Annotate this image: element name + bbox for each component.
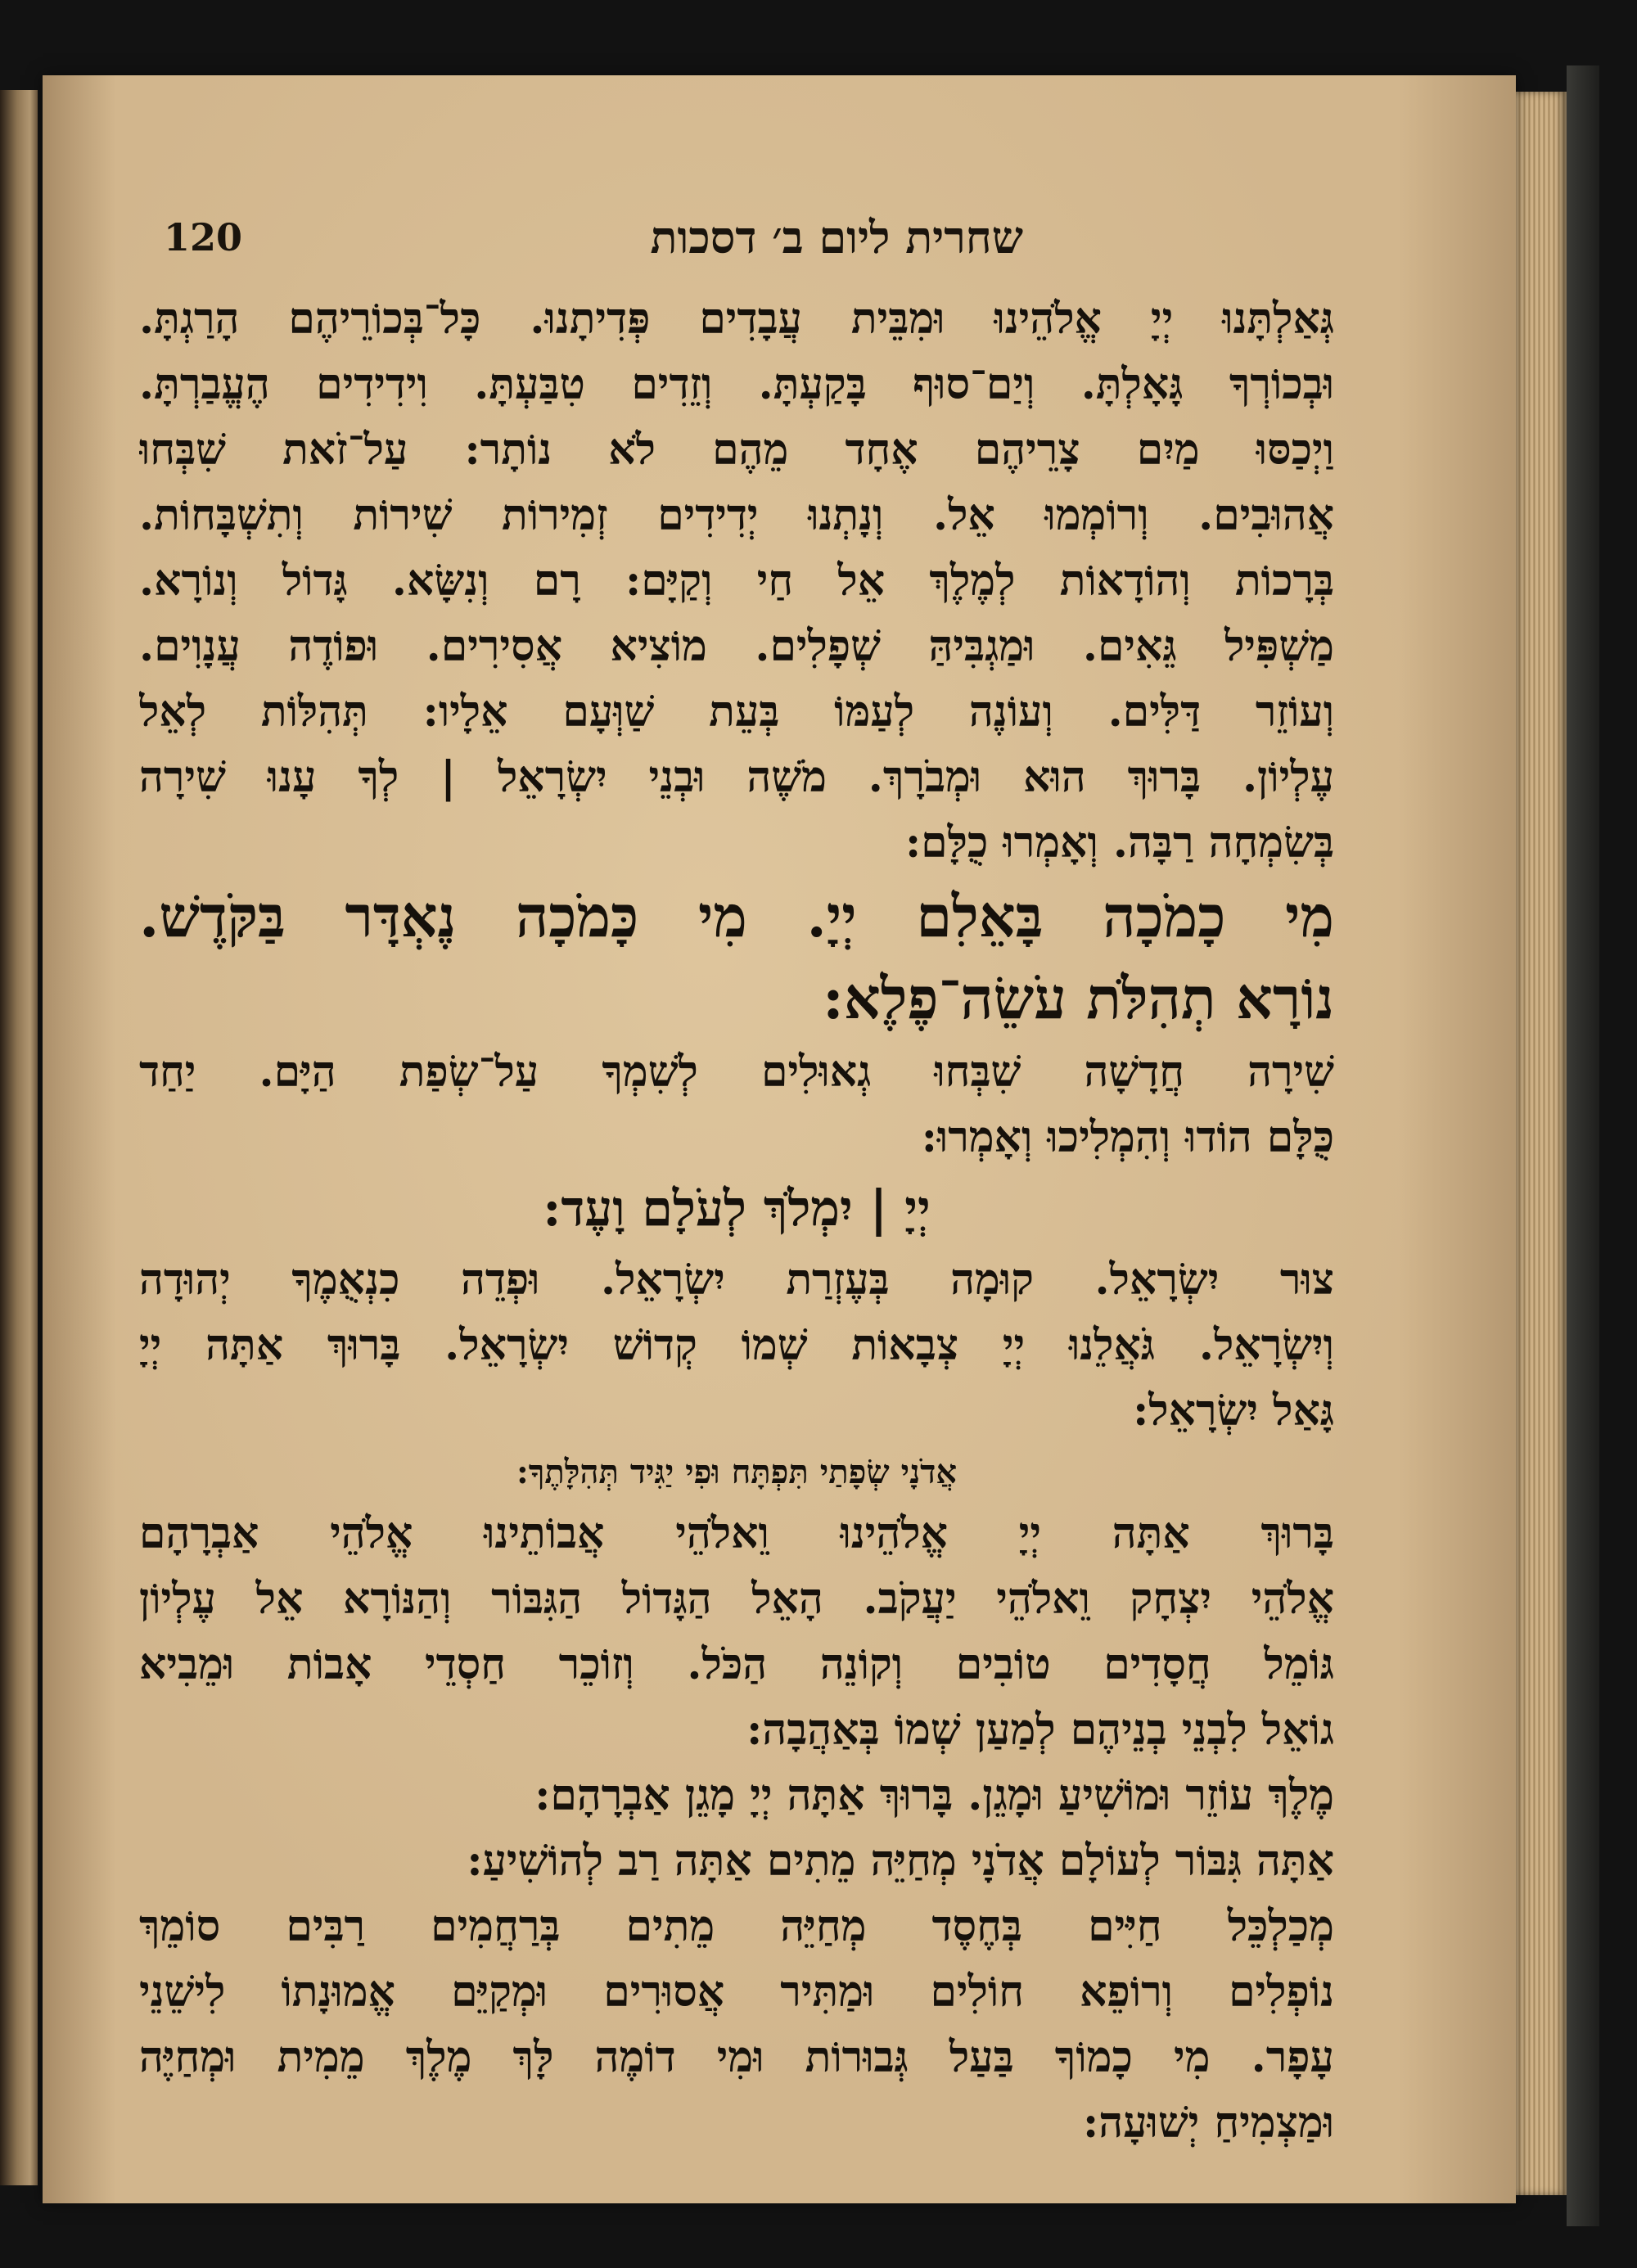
text-line: וּבְכוֹרְךָ גָּאָלְתָּ. וְיַם־סוּף בָּקַעְתָּ. וְזֵדִים טִבַּעְתָּ. וִידִידִים הֶעֱבַרְתָּ. — [139, 359, 1334, 409]
page-number: 120 — [164, 215, 243, 259]
mi-chamocha-verse — [139, 876, 1334, 1039]
text-line: עֶלְיוֹן. בָּרוּךְ הוּא וּמְבֹרָךְ. מֹשֶׁה וּבְנֵי יִשְׂרָאֵל | לְךָ עָנוּ שִׁירָה — [139, 752, 1334, 802]
paragraph-tzur-yisrael — [139, 1247, 1334, 1444]
page-stack-edges — [1516, 92, 1567, 2195]
ata-gibor-line: אַתָּה גִּבּוֹר לְעוֹלָם אֲדֹנָי מְחַיֵּה מֵתִים אַתָּה רַב לְהוֹשִׁיעַ: — [467, 1836, 1334, 1886]
text-line: אֱלֹהֵי יִצְחָק וֵאלֹהֵי יַעֲקֹב. הָאֵל הַגָּדוֹל הַגִּבּוֹר וְהַנּוֹרָא אֵל עֶלְיוֹן — [139, 1574, 1334, 1624]
paragraph-gealtanu — [139, 286, 1334, 876]
text-line: וְיִשְׂרָאֵל. גֹּאֲלֵנוּ יְיָ צְבָאוֹת שְׁמוֹ קְדוֹשׁ יִשְׂרָאֵל. בָּרוּךְ אַתָּה יְיָ — [139, 1320, 1334, 1370]
text-line: נוֹפְלִים וְרוֹפֵא חוֹלִים וּמַתִּיר אֲסוּרִים וּמְקַיֵּם אֱמוּנָתוֹ לִישֵׁנֵי — [139, 1967, 1334, 2017]
text-line: אֲהוּבִים. וְרוֹמְמוּ אֵל. וְנָתְנוּ יְדִידִים זְמִירוֹת שִׁירוֹת וְתִשְׁבָּחוֹת. — [139, 490, 1334, 540]
yimloch-verse: יְיָ | יִמְלֹךְ לְעֹלָם וָעֶד: — [543, 1180, 931, 1238]
running-title: שחרית ליום ב׳ דסכות — [650, 211, 1023, 264]
verse-line: מִי כָמֹכָה בָּאֵלִם יְיָ. מִי כָּמֹכָה נֶאְדָּר בַּקֹּדֶשׁ. — [139, 882, 1334, 950]
text-line: שִׁירָה חֲדָשָׁה שִׁבְּחוּ גְאוּלִים לְשִׁמְךָ עַל־שְׂפַת הַיָּם. יַחַד — [139, 1047, 1334, 1097]
text-line: גוֹאֵל לִבְנֵי בְנֵיהֶם לְמַעַן שְׁמוֹ בְּאַהֲבָה: — [746, 1705, 1334, 1755]
paragraph-mechalkel — [139, 1894, 1334, 2156]
text-line: בְּרָכוֹת וְהוֹדָאוֹת לְמֶלֶךְ אֵל חַי וְקַיָּם: רָם וְנִשָּׂא. גָּדוֹל וְנוֹרָא. — [139, 556, 1334, 606]
text-line: וְעוֹזֵר דַּלִּים. וְעוֹנֶה לְעַמּוֹ בְּעֵת שַׁוְּעָם אֵלָיו: תְּהִלּוֹת לְאֵל — [139, 687, 1334, 737]
adonai-sfatai-line: אֲדֹנָי שְׂפָתַי תִּפְתָּח וּפִי יַגִּיד תְּהִלָּתֶךָ: — [516, 1453, 958, 1491]
previous-page-edge — [0, 90, 38, 2185]
text-line: גְּאַלְתָּנוּ יְיָ אֱלֹהֵינוּ וּמִבֵּית עֲבָדִים פְּדִיתָנוּ. כָּל־בְּכוֹרֵיהֶם הָרַגְתָּ. — [139, 294, 1334, 344]
text-line: מְכַלְכֵּל חַיִּים בְּחֶסֶד מְחַיֵּה מֵתִים בְּרַחֲמִים רַבִּים סוֹמֵךְ — [139, 1901, 1334, 1951]
page-header — [164, 205, 1334, 270]
text-line: מַשְׁפִּיל גֵּאִים. וּמַגְבִּיהַּ שְׁפָלִים. מוֹצִיא אֲסִירִים. וּפוֹדֶה עֲנָוִים. — [139, 621, 1334, 671]
paragraph-avot — [139, 1501, 1334, 1763]
text-line: גָּאַל יִשְׂרָאֵל: — [1133, 1386, 1334, 1436]
text-line: כֻּלָּם הוֹדוּ וְהִמְלִיכוּ וְאָמְרוּ: — [921, 1112, 1334, 1162]
prayer-text — [139, 286, 1334, 2156]
text-line: וַיְכַסּוּ מַיִם צָרֵיהֶם אֶחָד מֵהֶם לֹא נוֹתָר: עַל־זֹאת שִׁבְּחוּ — [139, 425, 1334, 475]
book-cover-edge — [1567, 65, 1599, 2226]
text-line: צוּר יִשְׂרָאֵל. קוּמָה בְּעֶזְרַת יִשְׂרָאֵל. וּפְדֵה כִנְאֻמֶךָ יְהוּדָה — [139, 1255, 1334, 1305]
text-line: בָּרוּךְ אַתָּה יְיָ אֱלֹהֵינוּ וֵאלֹהֵי אֲבוֹתֵינוּ אֱלֹהֵי אַבְרָהָם — [139, 1508, 1334, 1558]
paragraph-shira-chadasha — [139, 1039, 1334, 1170]
text-line: בְּשִׂמְחָה רַבָּה. וְאָמְרוּ כֻלָּם: — [904, 818, 1334, 868]
text-line: וּמַצְמִיחַ יְשׁוּעָה: — [1083, 2098, 1334, 2148]
verse-line: נוֹרָא תְהִלֹּת עֹשֵׂה־פֶלֶא: — [823, 964, 1334, 1032]
melech-ozer-line: מֶלֶךְ עוֹזֵר וּמוֹשִׁיעַ וּמָגֵן. בָּרוּךְ אַתָּה יְיָ מָגֵן אַבְרָהָם: — [534, 1770, 1334, 1820]
text-line: גּוֹמֵל חֲסָדִים טוֹבִים וְקוֹנֵה הַכֹּל. וְזוֹכֵר חַסְדֵי אָבוֹת וּמֵבִיא — [139, 1639, 1334, 1689]
text-line: עָפָר. מִי כָמוֹךָ בַּעַל גְּבוּרוֹת וּמִי דוֹמֶה לָּךְ מֶלֶךְ מֵמִית וּמְחַיֶּה — [139, 2032, 1334, 2082]
